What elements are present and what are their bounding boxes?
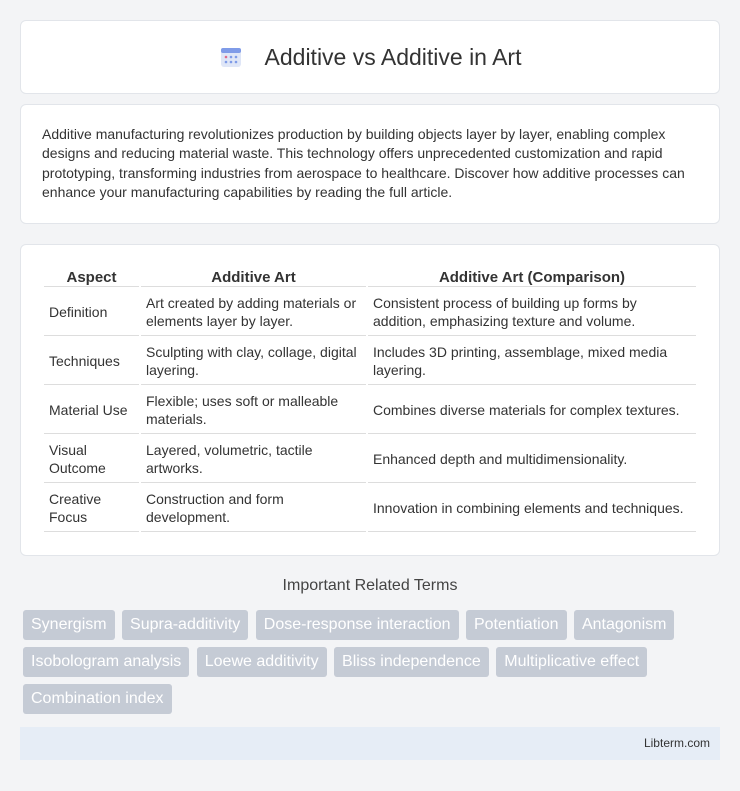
row-additive-art: Construction and form development. [141,485,366,532]
row-additive-art: Flexible; uses soft or malleable materials. [141,387,366,434]
row-aspect: Definition [44,289,139,336]
table-row [44,436,696,483]
intro-text: Additive manufacturing revolutionizes production by building objects layer by layer, enabling complex designs and reducing material waste. This technology offers unprecedented customization and rapid prototyping, transforming industries from aerospace to healthcare. Discover how additive processes can enhance your manufacturing capabilities by reading the full article. [42,126,685,200]
tag-potentiation[interactable]: Potentiation [466,610,567,640]
tag-dose-response-interaction[interactable]: Dose-response interaction [256,610,459,640]
tag-isobologram-analysis[interactable]: Isobologram analysis [23,647,189,677]
row-comparison: Innovation in combining elements and techniques. [368,485,696,532]
page-title: Additive vs Additive in Art [264,43,522,70]
tag-loewe-additivity[interactable]: Loewe additivity [197,647,327,677]
table-header-row [44,267,696,287]
tag-synergism[interactable]: Synergism [23,610,115,640]
footer-site-link[interactable]: Libterm.com [643,736,710,750]
table-row [44,289,696,336]
tag-multiplicative-effect[interactable]: Multiplicative effect [496,647,647,677]
header-additive-art-comparison: Additive Art (Comparison) [368,267,696,287]
header-card [20,20,720,94]
row-additive-art: Sculpting with clay, collage, digital layering. [141,338,366,385]
table-row [44,485,696,532]
row-aspect: Visual Outcome [44,436,139,483]
related-terms-title: Important Related Terms [282,577,458,594]
header-aspect: Aspect [44,267,139,287]
row-aspect: Creative Focus [44,485,139,532]
tag-antagonism[interactable]: Antagonism [574,610,675,640]
related-terms-list [23,610,723,721]
table-row [44,338,696,385]
comparison-card [20,244,720,556]
row-aspect: Techniques [44,338,139,385]
tag-combination-index[interactable]: Combination index [23,684,172,714]
tag-supra-additivity[interactable]: Supra-additivity [122,610,248,640]
row-comparison: Enhanced depth and multidimensionality. [368,436,696,483]
comparison-table [42,265,698,534]
header-additive-art: Additive Art [141,267,366,287]
row-comparison: Consistent process of building up forms by addition, emphasizing texture and volume. [368,289,696,336]
calendar-grid-icon [219,45,243,69]
row-comparison: Includes 3D printing, assemblage, mixed media layering. [368,338,696,385]
row-additive-art: Art created by adding materials or elements layer by layer. [141,289,366,336]
row-aspect: Material Use [44,387,139,434]
row-additive-art: Layered, volumetric, tactile artworks. [141,436,366,483]
tag-bliss-independence[interactable]: Bliss independence [334,647,489,677]
table-row [44,387,696,434]
row-comparison: Combines diverse materials for complex textures. [368,387,696,434]
footer [20,727,720,760]
intro-card [20,104,720,224]
